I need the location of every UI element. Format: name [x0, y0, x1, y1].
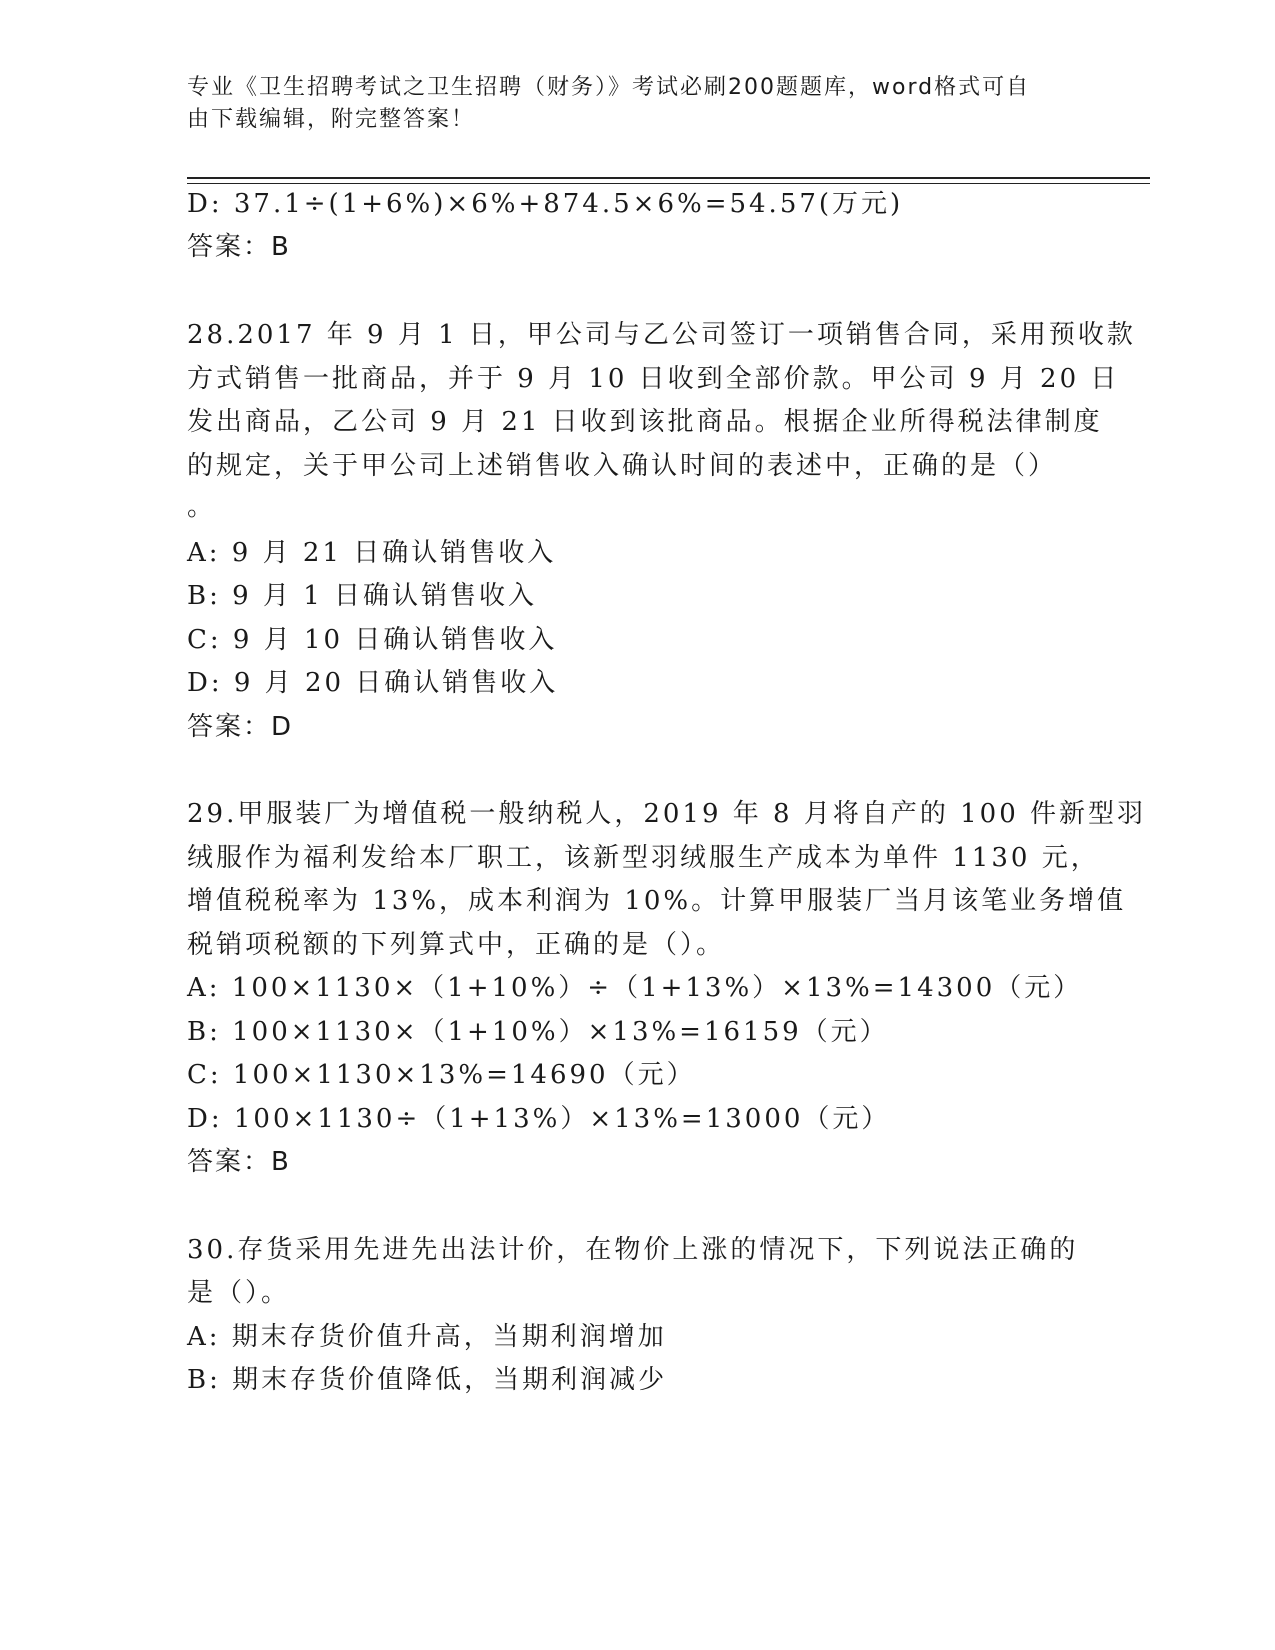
question-line: 的规定，关于甲公司上述销售收入确认时间的表述中，正确的是（） — [187, 451, 1058, 481]
option-line: A: 100×1130×（1+10%）÷（1+13%）×13%=14300（元） — [187, 973, 1083, 1003]
header-line-1: 专业《卫生招聘考试之卫生招聘（财务）》考试必刷200题题库，word格式可自 — [187, 75, 1031, 100]
answer-line: 答案：B — [187, 232, 291, 262]
option-line: A: 期末存货价值升高，当期利润增加 — [187, 1322, 667, 1352]
page-header — [187, 72, 1067, 136]
option-line: B: 9 月 1 日确认销售收入 — [187, 581, 538, 611]
question-line: 增值税税率为 13%，成本利润为 10%。计算甲服装厂当月该笔业务增值 — [187, 886, 1127, 916]
header-line-2: 由下载编辑，附完整答案！ — [187, 107, 476, 132]
option-line: A: 9 月 21 日确认销售收入 — [187, 538, 557, 568]
question-line: 30.存货采用先进先出法计价，在物价上涨的情况下，下列说法正确的 — [187, 1235, 1079, 1265]
question-line: 。 — [187, 492, 217, 522]
header-divider-thick — [187, 177, 1150, 179]
option-line: D: 9 月 20 日确认销售收入 — [187, 668, 559, 698]
answer-line: 答案：B — [187, 1147, 291, 1177]
option-line: D: 100×1130÷（1+13%）×13%=13000（元） — [187, 1104, 891, 1134]
question-line: 28.2017 年 9 月 1 日，甲公司与乙公司签订一项销售合同，采用预收款 — [187, 320, 1136, 350]
question-line: 发出商品，乙公司 9 月 21 日收到该批商品。根据企业所得税法律制度 — [187, 407, 1103, 437]
question-line: 绒服作为福利发给本厂职工，该新型羽绒服生产成本为单件 1130 元， — [187, 843, 1100, 873]
answer-line: 答案：D — [187, 712, 294, 742]
header-divider-thin — [187, 183, 1150, 184]
question-line: 29.甲服装厂为增值税一般纳税人，2019 年 8 月将自产的 100 件新型羽 — [187, 799, 1147, 829]
option-line: B: 100×1130×（1+10%）×13%=16159（元） — [187, 1017, 889, 1047]
option-line: C: 9 月 10 日确认销售收入 — [187, 625, 558, 655]
option-line: D: 37.1÷(1+6%)×6%+874.5×6%=54.57(万元) — [187, 189, 904, 219]
question-line: 方式销售一批商品，并于 9 月 10 日收到全部价款。甲公司 9 月 20 日 — [187, 364, 1120, 394]
option-line: C: 100×1130×13%=14690（元） — [187, 1060, 696, 1090]
question-line: 是（）。 — [187, 1278, 291, 1308]
option-line: B: 期末存货价值降低，当期利润减少 — [187, 1365, 668, 1395]
question-line: 税销项税额的下列算式中，正确的是（）。 — [187, 930, 726, 960]
